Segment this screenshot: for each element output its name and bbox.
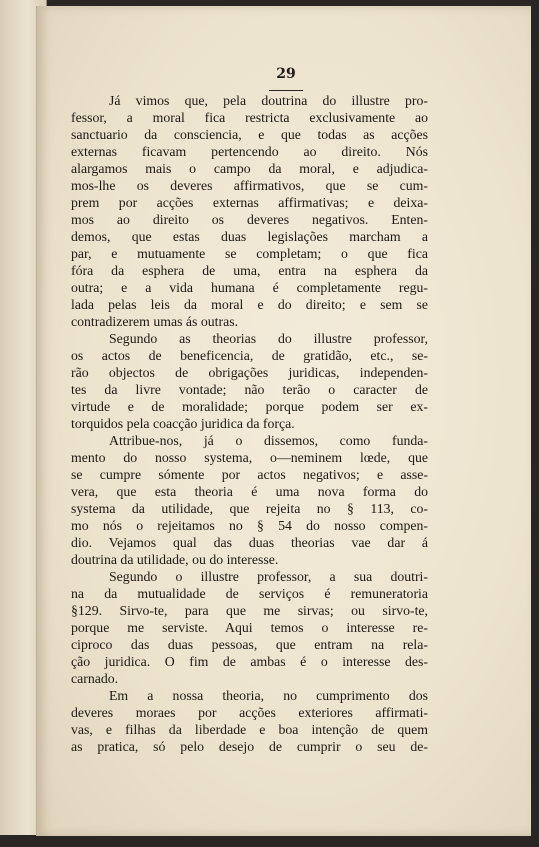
text-line: na da mutualidade de serviços é remuneratoria: [71, 586, 428, 601]
text-line: ciproco das duas pessoas, que entram na rela-: [71, 637, 428, 652]
text-line: ção juridica. O fim de ambas é o interesse des-: [71, 654, 428, 669]
text-line: mento do nosso systema, o—neminem lœde, que: [71, 450, 428, 465]
text-line: se cumpre sómente por actos negativos; e asse-: [71, 467, 428, 482]
text-line: mos ao direito os deveres negativos. Enten-: [71, 212, 428, 227]
text-line: Segundo o illustre professor, a sua doutri-: [109, 569, 428, 584]
text-line: as pratica, só pelo desejo de cumprir o seu de-: [71, 739, 428, 754]
page-body-text: [71, 92, 428, 755]
text-line: fóra da esphera de uma, entra na esphera da: [71, 263, 428, 278]
text-line: torquidos pela coacção juridica da força.: [71, 416, 295, 431]
text-line: porque me serviste. Aqui temos o interesse re-: [71, 620, 428, 635]
text-line: rão objectos de obrigações juridicas, independen-: [71, 365, 428, 380]
text-line: doutrina da utilidade, ou do interesse.: [71, 552, 279, 567]
text-line: vas, e filhas da liberdade e boa intenção de quem: [71, 722, 428, 737]
text-line: mo nós o rejeitamos no § 54 do nosso compen-: [71, 518, 428, 533]
text-line: Segundo as theorias do illustre professor,: [109, 331, 428, 346]
page-number-rule: [269, 90, 303, 91]
text-line: outra; e a vida humana é completamente regu-: [71, 280, 428, 295]
text-line: systema da utilidade, que rejeita no § 113, co-: [71, 501, 428, 516]
text-line: Já vimos que, pela doutrina do illustre pro-: [109, 93, 428, 108]
text-line: os actos de beneficencia, de gratidão, etc., se-: [71, 348, 428, 363]
text-line: Em a nossa theoria, no cumprimento dos: [109, 688, 428, 703]
text-line: virtude e de moralidade; porque podem ser ex-: [71, 399, 428, 414]
text-line: lada pelas leis da moral e do direito; e sem se: [71, 297, 428, 312]
text-line: alargamos mais o campo da moral, e adjudica-: [71, 161, 428, 176]
text-line: §129. Sirvo-te, para que me sirvas; ou sirvo-te,: [71, 603, 428, 618]
text-line: dio. Vejamos qual das duas theorias vae dar á: [71, 535, 428, 550]
text-line: fessor, a moral fica restricta exclusivamente ao: [71, 110, 428, 125]
text-line: carnado.: [71, 671, 119, 686]
text-line: tes da livre vontade; não terão o caracter de: [71, 382, 428, 397]
text-line: sanctuario da consciencia, e que todas as acções: [71, 127, 428, 142]
page-number: 29: [276, 66, 296, 82]
text-line: demos, que estas duas legislações marcham a: [71, 229, 428, 244]
text-line: mos-lhe os deveres affirmativos, que se cum-: [71, 178, 428, 193]
text-line: vera, que esta theoria é uma nova forma do: [71, 484, 428, 499]
text-line: contradizerem umas ás outras.: [71, 314, 239, 329]
text-line: deveres moraes por acções exteriores affirmati-: [71, 705, 428, 720]
text-line: Attribue-nos, já o dissemos, como funda-: [109, 433, 428, 448]
text-line: externas ficavam pertencendo ao direito. Nós: [71, 144, 428, 159]
text-line: par, e mutuamente se completam; o que fica: [71, 246, 428, 261]
text-line: prem por acções externas affirmativas; e deixa-: [71, 195, 428, 210]
